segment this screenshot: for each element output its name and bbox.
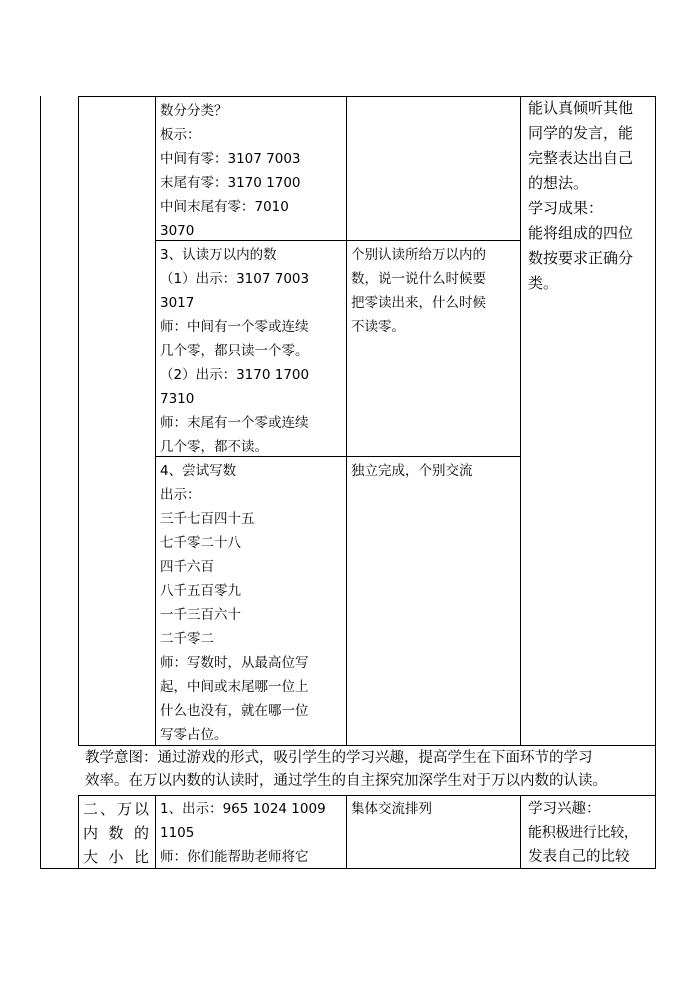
text-line: 四千六百 <box>160 559 214 575</box>
table-column-line-4 <box>520 96 521 745</box>
text-line: 3、认读万以内的数 <box>160 247 277 263</box>
text-line: 能认真倾听其他 <box>528 99 634 117</box>
text-line: 把零读出来，什么时候 <box>351 295 486 311</box>
text-line: 大 小 比 <box>83 848 149 866</box>
text-line: 中间末尾有零：7010 <box>160 199 289 215</box>
text-line: 内 数 的 <box>83 824 149 842</box>
text-line: 八千五百零九 <box>160 583 241 599</box>
text-line: （1）出示：3107 7003 <box>160 271 310 287</box>
text-line: 师：末尾有一个零或连续 <box>160 415 309 431</box>
text-line: 数按要求正确分 <box>528 249 634 267</box>
text-line: 二千零二 <box>160 631 214 647</box>
text-line: 师：写数时，从最高位写 <box>160 655 309 671</box>
text-line: 一千三百六十 <box>160 607 241 623</box>
text-line: 几个零，都不读。 <box>160 439 268 455</box>
text-line: 的想法。 <box>528 174 589 192</box>
table-column-line-1 <box>78 96 79 745</box>
table-column-line-4b <box>520 795 521 869</box>
table-left-border <box>40 96 41 869</box>
text-line: 出示： <box>160 487 201 503</box>
row4-goal-cell <box>528 797 654 869</box>
row3-content-cell <box>160 459 344 747</box>
text-line: 1105 <box>160 825 195 841</box>
text-line: 学习兴趣： <box>528 801 601 817</box>
text-line: 起，中间或末尾哪一位上 <box>160 679 309 695</box>
text-line: 3017 <box>160 295 195 311</box>
text-line: 教学意图：通过游戏的形式，吸引学生的学习兴趣，提高学生在下面环节的学习 <box>85 750 593 766</box>
text-line: 写零占位。 <box>160 727 228 743</box>
teaching-intent-cell <box>85 747 651 793</box>
text-line: 几个零，都只读一个零。 <box>160 343 309 359</box>
text-line: 独立完成，个别交流 <box>351 463 473 479</box>
text-line: 末尾有零：3170 1700 <box>160 175 301 191</box>
table-column-line-3b <box>346 795 347 869</box>
row1-content-cell <box>160 99 344 243</box>
text-line: 三千七百四十五 <box>160 511 255 527</box>
row3-student-cell <box>351 459 519 483</box>
text-line: 什么也没有，就在哪一位 <box>160 703 309 719</box>
text-line: 同学的发言，能 <box>528 124 634 142</box>
table-column-line-3 <box>346 96 347 745</box>
text-line: 发表自己的比较 <box>528 849 630 865</box>
text-line: 效率。在万以内数的认读时，通过学生的自主探究加深学生对于万以内数的认读。 <box>85 773 607 789</box>
row4-student-cell <box>351 797 519 821</box>
text-line: 师：中间有一个零或连续 <box>160 319 309 335</box>
text-line: 板示： <box>160 127 201 143</box>
text-line: 类。 <box>528 274 559 292</box>
table-column-line-2 <box>155 96 156 745</box>
table-right-border <box>655 96 656 869</box>
table-column-line-1b <box>78 795 79 869</box>
goal-cell <box>528 96 654 296</box>
text-line: （2）出示：3170 1700 <box>160 367 310 383</box>
text-line: 能积极进行比较， <box>528 825 638 841</box>
text-line: 七千零二十八 <box>160 535 241 551</box>
text-line: 7310 <box>160 391 195 407</box>
row2-student-cell <box>351 243 519 339</box>
text-line: 学习成果： <box>528 199 604 217</box>
text-line: 完整表达出自己 <box>528 149 634 167</box>
text-line: 个别认读所给万以内的 <box>351 247 486 263</box>
text-line: 数分分类？ <box>160 103 228 119</box>
row4-content-cell <box>160 797 344 869</box>
table-column-line-2b <box>155 795 156 869</box>
text-line: 二、万以 <box>83 800 149 818</box>
text-line: 4、尝试写数 <box>160 463 237 479</box>
text-line: 中间有零：3107 7003 <box>160 151 301 167</box>
text-line: 不读零。 <box>351 319 405 335</box>
text-line: 1、出示：965 1024 1009 <box>160 801 326 817</box>
text-line: 3070 <box>160 223 195 239</box>
text-line: 师：你们能帮助老师将它 <box>160 849 309 865</box>
text-line: 数，说一说什么时候要 <box>351 271 486 287</box>
row-divider-4 <box>78 795 656 796</box>
text-line: 集体交流排列 <box>351 801 432 817</box>
row2-content-cell <box>160 243 344 459</box>
text-line: 能将组成的四位 <box>528 224 634 242</box>
step-cell <box>83 797 149 869</box>
